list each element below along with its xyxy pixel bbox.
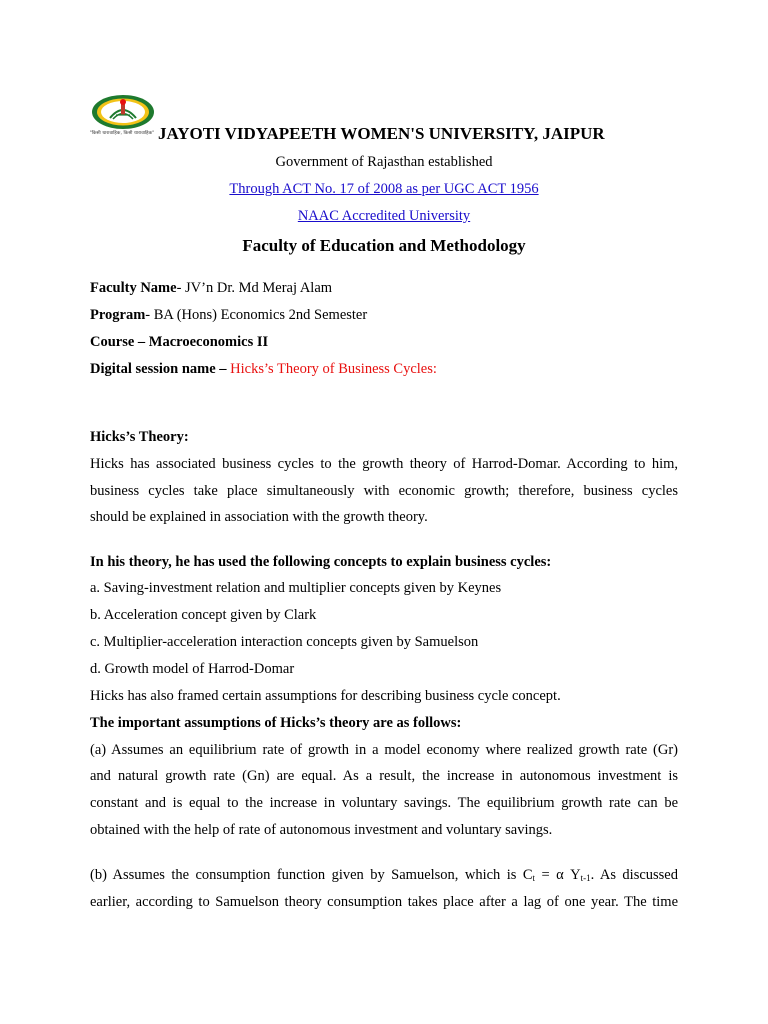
paragraph-line: (a) Assumes an equilibrium rate of growth in a model economy where realized growth rate (Gr) [90,742,678,758]
paragraph-line: earlier, according to Samuelson theory consumption takes place after a lag of one year. The time [90,894,678,910]
concept-item: d. Growth model of Harrod-Domar [90,661,295,677]
program-label: Program [90,307,146,323]
para-b-text: (b) Assumes the consumption function given by Samuelson, which is C [90,867,533,883]
established-line: Government of Rajasthan established [275,154,493,170]
paragraph-line: constant and is equal to the increase in voluntary savings. The equilibrium growth rate can be [90,795,678,811]
paragraph-line: and natural growth rate (Gn) are equal. As a result, the increase in autonomous investment is [90,768,678,784]
course-line: Course – Macroeconomics II [90,334,269,350]
subscript-t-1: t-1 [580,873,591,883]
para-b-formula: = α Y [535,867,581,883]
concept-item: c. Multiplier-acceleration interaction concepts given by Samuelson [90,634,479,650]
heading-concepts: In his theory, he has used the following concepts to explain business cycles: [90,554,552,570]
paragraph-line-formula [90,865,678,885]
session-label: Digital session name – [90,361,231,377]
concept-item: b. Acceleration concept given by Clark [90,607,317,623]
paragraph-line: should be explained in association with the growth theory. [90,509,428,525]
program-value: - BA (Hons) Economics 2nd Semester [145,307,368,323]
logo-tagline: "किसी धारावाहिक, किसी धारावाहिक" [89,131,155,136]
faculty-name-line [90,278,678,298]
act-link[interactable]: Through ACT No. 17 of 2008 as per UGC ACT 1956 [229,181,539,197]
naac-link[interactable]: NAAC Accredited University [297,208,471,224]
naac-line [0,208,768,225]
faculty-name-value: - JV’n Dr. Md Meraj Alam [176,280,333,296]
concept-item: a. Saving-investment relation and multiplier concepts given by Keynes [90,580,502,596]
heading-assumptions: The important assumptions of Hicks’s theory are as follows: [90,715,462,731]
paragraph-line: Hicks has associated business cycles to the growth theory of Harrod-Domar. According to him, [90,456,678,472]
subscript-t: t [532,873,536,883]
paragraph-line: business cycles take place simultaneously with economic growth; therefore, business cycles [90,483,678,499]
paragraph-line: obtained with the help of rate of autonomous investment and voluntary savings. [90,822,553,838]
faculty-name-label: Faculty Name [90,280,177,296]
assumption-intro: Hicks has also framed certain assumptions for describing business cycle concept. [90,688,561,704]
university-name: JAYOTI VIDYAPEETH WOMEN'S UNIVERSITY, JAIPUR [158,124,605,143]
session-value: Hicks’s Theory of Business Cycles: [230,361,437,377]
program-line [90,305,678,325]
session-line [90,359,678,379]
para-b-text-end: . As discussed [590,867,678,883]
heading-hicks-theory: Hicks’s Theory: [90,429,189,445]
act-line [0,181,768,198]
faculty-title: Faculty of Education and Methodology [242,236,526,255]
